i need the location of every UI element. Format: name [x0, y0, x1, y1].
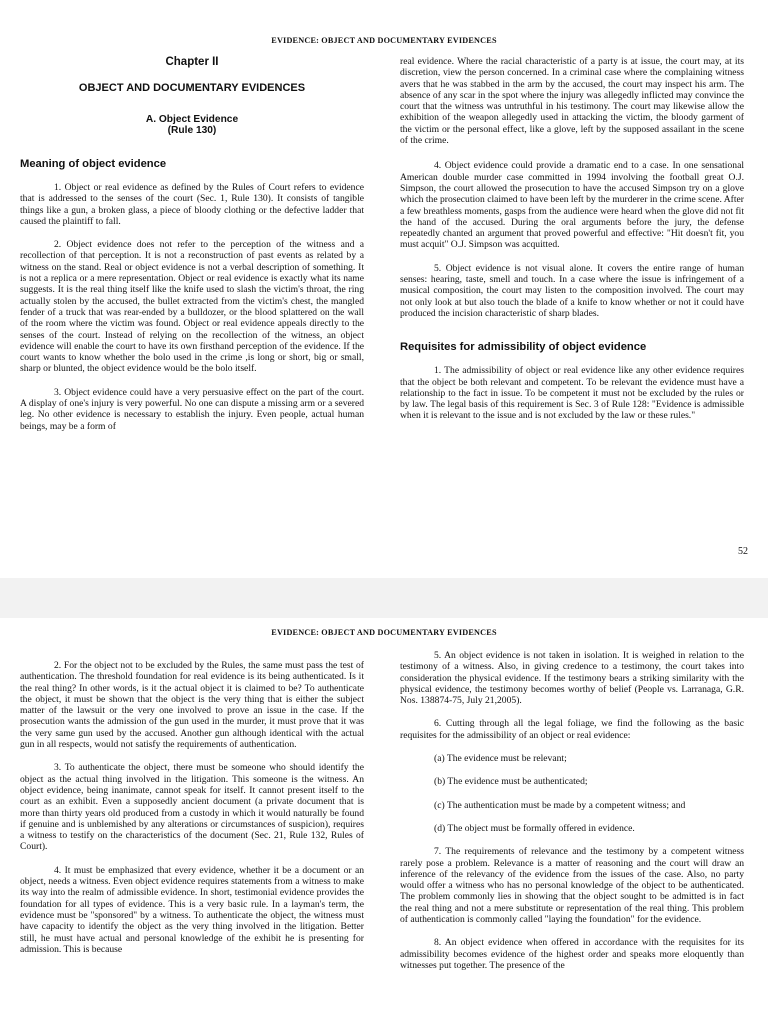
requisite-paragraph-1: 1. The admissibility of object or real evidence like any other evidence requires that the object be both relevant and competent. To be relevant the evidence must have a relationship to the fact in issue. To be competent it must not be excluded by the rules or by law. The legal basis of this requirement is Sec. 3 of Rule 128: "Evidence is admissible when it is relevant to the issue and is not excluded by the law or these rules." — [400, 365, 744, 422]
paragraph-5: 5. Object evidence is not visual alone. It covers the entire range of human senses: hearing, taste, smell and touch. In a case where the issue is infringement of a musical composition, the court may listen to the composition involved. The court may not only look at but also touch the blade of a knife to know whether or not it could have produced the incision characteristic of sharp blades. — [400, 262, 744, 319]
requisite-a: (a) The evidence must be relevant; — [434, 753, 567, 765]
running-head: EVIDENCE: OBJECT AND DOCUMENTARY EVIDENCES — [271, 628, 497, 637]
paragraph-6-requisites: 6. Cutting through all the legal foliage, we find the following as the basic requisites for the admissibility of an object or real evidence: — [400, 718, 744, 741]
requisite-c: (c) The authentication must be made by a competent witness; and — [434, 799, 686, 811]
paragraph-8-highest-order: 8. An object evidence when offered in accordance with the requisites for its admissibility becomes evidence of the highest order and speaks more eloquently than witnesses put together. The presence of the — [400, 937, 744, 971]
right-column — [400, 650, 744, 971]
page-number: 52 — [738, 546, 748, 557]
heading-meaning-of-object-evidence: Meaning of object evidence — [20, 158, 167, 170]
paragraph-3-continued: real evidence. Where the racial characteristic of a party is at issue, the court may, at its discretion, view the person concerned. In a criminal case where the complaining witness avers that he was stabbed in the arm by the accused, the court may inspect his arm. The absence of any scar in the spot where the injury was allegedly inflicted may convince the court that the witness was untruthful in his testimony. The court may likewise allow the exhibition of the weapon allegedly used in attacking the victim, the bloody garment of the victim or the personal effect, like a glove, left by the supposed assailant in the scene of the crime. — [400, 56, 744, 147]
paragraph-3: 3. Object evidence could have a very persuasive effect on the part of the court. A display of one's injury is very powerful. No one can dispute a missing arm or a severed leg. No other evidence is necessary to establish the injury. Even people, actual human beings, may be a form of — [20, 386, 364, 432]
requisite-d: (d) The object must be formally offered in evidence. — [434, 822, 635, 834]
chapter-title: OBJECT AND DOCUMENTARY EVIDENCES — [78, 82, 306, 94]
paragraph-1: 1. Object or real evidence as defined by the Rules of Court refers to evidence that is addressed to the senses of the court (Sec. 1, Rule 130). It consists of tangible things like a gun, a broken glass, a piece of bloody clothing or the defective ladder that caused the plaintiff to fall. — [20, 182, 364, 227]
paragraph-2-authentication: 2. For the object not to be excluded by the Rules, the same must pass the test of authentication. The threshold foundation for real evidence is its being authenticated. Is it the real thing? In other words, is it the actual object it is claimed to be? To authenticate the object, it must be shown that the object is the very thing that is either the subject matter of the lawsuit or the very one involved to prove an issue in the case. If the prosecution wants the admission of the gun used in the murder, it must prove that it was the very same gun used by the accused. Another gun although identical with the actual gun in all respects, would not satisfy the requirements of authentication. — [20, 660, 364, 751]
requisite-b: (b) The evidence must be authenticated; — [434, 776, 588, 788]
heading-requisites: Requisites for admissibility of object evidence — [400, 341, 647, 354]
rule-reference: (Rule 130) — [167, 125, 217, 136]
right-column — [400, 56, 744, 422]
left-column — [20, 52, 364, 432]
paragraph-4-every-evidence: 4. It must be emphasized that every evidence, whether it be a document or an object, needs a witness. Even object evidence requires statements from a witness to make its way into the realm of admissible evidence. In short, testimonial evidence provides the foundation for all types of evidence. This is a very basic rule. In a layman's term, the evidence must be "sponsored" by a witness. To authenticate the object, the witness must have capacity to identify the object as the very thing involved in the litigation. Better still, he must have actual and personal knowledge of the exhibit he is presenting for admission. This is because — [20, 864, 364, 955]
paragraph-5-not-isolation: 5. An object evidence is not taken in isolation. It is weighed in relation to the testimony of a witness. Also, in giving credence to a testimony, the court takes into consideration the physical evidence. If the testimony bears a striking similarity with the physical evidence, the testimony becomes worthy of belief (People vs. Larranaga, G.R. Nos. 138874-75, July 21,2005). — [400, 650, 744, 707]
paragraph-4: 4. Object evidence could provide a dramatic end to a case. In one sensational American double murder case committed in 1994 involving the football great O.J. Simpson, the court allowed the prosecution to have the accused Simpson try on a glove which the prosecution claimed to have been left by the murderer in the crime scene. After a few breathless moments, gasps from the audience were heard when the glove did not fit the hand of the accused. During the oral arguments before the jury, the defense repeatedly chanted an argument that proved powerful and effective: "Hit doesn't fit, you must acquit" O.J. Simpson was acquitted. — [400, 160, 744, 251]
section-title: A. Object Evidence — [145, 114, 239, 125]
left-column — [20, 660, 364, 955]
page-gap — [0, 578, 768, 618]
paragraph-3-witness: 3. To authenticate the object, there must be someone who should identify the object as the actual thing involved in the litigation. This someone is the witness. An object evidence, being inanimate, cannot speak for itself. It cannot present itself to the court as an exhibit. Even a supposedly ancient document (a private document that is more than thirty years old produced from a custody in which it would naturally be found if genuine and is unblemished by any alterations or circumstances of suspicion), requires a witness to testify on the characteristics of the document (Sec. 21, Rule 132, Rules of Court). — [20, 762, 364, 853]
running-head: EVIDENCE: OBJECT AND DOCUMENTARY EVIDENCES — [271, 36, 497, 45]
book-page-53 — [0, 618, 768, 1024]
chapter-label: Chapter II — [165, 56, 219, 68]
paragraph-2: 2. Object evidence does not refer to the perception of the witness and a recollection of that perception. It is not a reconstruction of past events as related by a witness on the stand. Real or object evidence is not a verbal description of something. It is not a replica or a mere representation. Object or real evidence is exactly what its name suggests. It is the real thing itself like the knife used to slash the victim's throat, the ring actually stolen by the accused, the bullet extracted from the victim's chest, the mangled fender of a truck that was rear-ended by a bulldozer, or the blood splattered on the wall of the room where the victim was found. Object or real evidence appeals directly to the senses of the court. Instead of relying on the recollection of the witness, an object evidence will enable the court to have its own firsthand perception of the evidence. If the court wants to know whether the bolo used in the crime ,is long or short, big or small, sharp or blunted, the object evidence would be the bolo itself. — [20, 239, 364, 375]
paragraph-7-relevance: 7. The requirements of relevance and the testimony by a competent witness rarely pose a problem. Relevance is a matter of reasoning and the court will draw an inference of the relevancy of the evidence from the issues of the case. Also, no party would offer a witness who has no personal knowledge of the object to be authenticated. The problem commonly lies in showing that the object sought to be admitted is in fact the real thing and not a mere substitute or representation of the real thing. This problem of authentication is commonly called "laying the foundation" for the evidence. — [400, 846, 744, 926]
